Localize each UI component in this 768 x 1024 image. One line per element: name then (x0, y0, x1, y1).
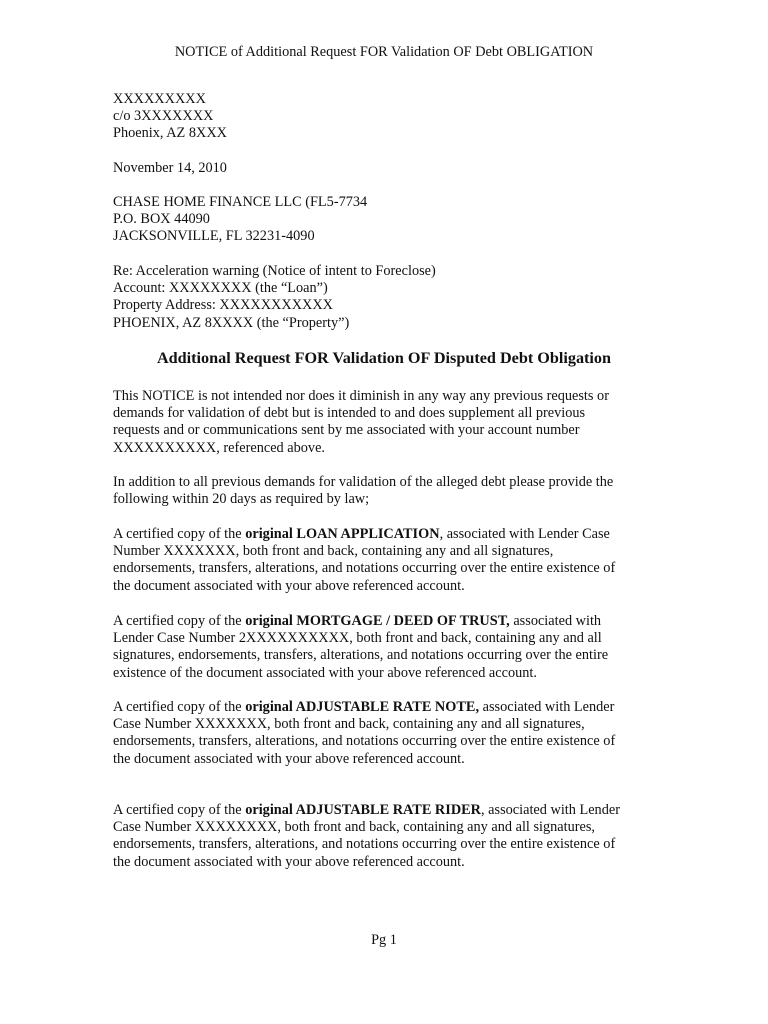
item-emphasis: original ADJUSTABLE RATE RIDER (245, 802, 482, 818)
page-number: Pg 1 (371, 932, 397, 948)
reference-account: Account: XXXXXXXX (the “Loan”) (113, 280, 328, 297)
paragraph-line: A certified copy of the original ADJUSTABLE RATE NOTE, associated with Lender (113, 699, 615, 715)
reference-property: Property Address: XXXXXXXXXXX (113, 297, 333, 314)
item-emphasis: original LOAN APPLICATION (245, 526, 440, 542)
paragraph-line: This NOTICE is not intended nor does it diminish in any way any previous requests or (113, 388, 609, 404)
paragraph-line: Case Number XXXXXXXX, both front and back, containing any and all signatures, (113, 819, 596, 836)
reference-city: PHOENIX, AZ 8XXXX (the “Property”) (113, 314, 350, 331)
paragraph-line: signatures, endorsements, transfers, alterations, and notations occurring over the entire (113, 647, 609, 664)
page-header: NOTICE of Additional Request FOR Validation OF Debt OBLIGATION (174, 44, 594, 60)
paragraph-line: requests and or communications sent by me associated with your account number (113, 422, 580, 439)
paragraph-line: A certified copy of the original ADJUSTABLE RATE RIDER, associated with Lender (113, 802, 620, 818)
paragraph-line: In addition to all previous demands for validation of the alleged debt please provide the (113, 474, 614, 490)
recipient-line: P.O. BOX 44090 (113, 211, 210, 228)
request-item-rate-rider (113, 802, 648, 871)
reference-re: Re: Acceleration warning (Notice of intent to Foreclose) (113, 263, 436, 279)
paragraph-line: the document associated with your above referenced account. (113, 750, 465, 767)
request-item-mortgage (113, 613, 648, 682)
paragraph-line: endorsements, transfers, alterations, and notations occurring over the entire existence of (113, 836, 616, 853)
sender-name: XXXXXXXXX (113, 91, 206, 107)
paragraph-line: Case Number XXXXXXX, both front and back, containing any and all signatures, (113, 716, 585, 733)
paragraph-line: A certified copy of the original LOAN APPLICATION, associated with Lender Case (113, 526, 610, 542)
paragraph-line: demands for validation of debt but is intended to and does supplement all previous (113, 405, 586, 422)
request-item-loan-application (113, 526, 648, 595)
recipient-line: JACKSONVILLE, FL 32231-4090 (113, 228, 315, 245)
sender-address (113, 91, 648, 143)
paragraph-line: the document associated with your above referenced account. (113, 577, 465, 594)
paragraph-line: Lender Case Number 2XXXXXXXXXX, both front and back, containing any and all (113, 630, 602, 647)
paragraph-line: following within 20 days as required by law; (113, 491, 370, 508)
sender-city: Phoenix, AZ 8XXX (113, 125, 227, 142)
intro-paragraph (113, 388, 648, 457)
recipient-address (113, 194, 648, 246)
demand-paragraph (113, 474, 648, 508)
paragraph-line: A certified copy of the original MORTGAGE / DEED OF TRUST, associated with (113, 613, 602, 629)
sender-care-of: c/o 3XXXXXXX (113, 108, 214, 125)
recipient-line: CHASE HOME FINANCE LLC (FL5-7734 (113, 194, 368, 210)
paragraph-line: the document associated with your above referenced account. (113, 853, 465, 870)
paragraph-line: endorsements, transfers, alterations, and notations occurring over the entire existence of (113, 733, 616, 750)
item-emphasis: original ADJUSTABLE RATE NOTE, (245, 699, 480, 715)
paragraph-line: XXXXXXXXXX, referenced above. (113, 439, 325, 456)
request-item-rate-note (113, 699, 648, 768)
reference-block (113, 263, 648, 332)
letter-date: November 14, 2010 (113, 160, 227, 176)
paragraph-line: existence of the document associated with your above referenced account. (113, 664, 537, 681)
item-emphasis: original MORTGAGE / DEED OF TRUST, (245, 613, 510, 629)
paragraph-line: Number XXXXXXX, both front and back, containing any and all signatures, (113, 543, 554, 560)
document-title: Additional Request FOR Validation OF Disputed Debt Obligation (156, 349, 612, 367)
paragraph-line: endorsements, transfers, alterations, and notations occurring over the entire existence of (113, 560, 616, 577)
